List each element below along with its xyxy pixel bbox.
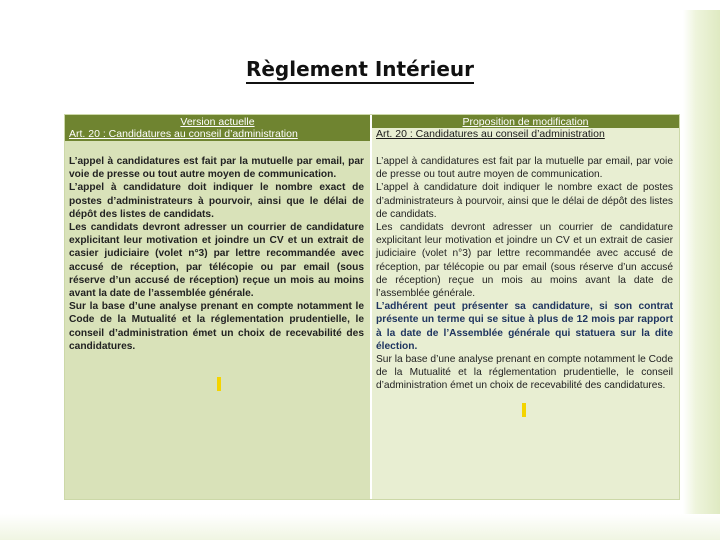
proposed-paragraph-2: L’appel à candidature doit indiquer le nombre exact de postes d’administrateurs à pourvoir, ainsi que le délai de dépôt des listes de candidats. <box>376 182 673 220</box>
article-title-current: Art. 20 : Candidatures au conseil d’administration <box>69 128 298 140</box>
current-paragraph-1: L’appel à candidatures est fait par la mutuelle par email, par voie de presse ou tout autre moyen de communication. <box>69 156 364 181</box>
header-current-version: Version actuelle <box>180 116 255 128</box>
column-proposed-modification <box>372 115 679 499</box>
proposed-paragraph-3: Les candidats devront adresser un courrier de candidature explicitant leur motivation et joindre un CV et un extrait de casier judiciaire (volet n°3) par lettre recommandée avec accusé de réception, par télécopie ou par email (sous réserve d’un accusé de réception) reçue un mois au moins avant la date de l’assemblée générale. <box>376 222 673 300</box>
yellow-marker-left <box>217 377 221 391</box>
yellow-marker-right <box>522 403 526 417</box>
proposed-paragraph-5: Sur la base d’une analyse prenant en compte notamment le Code de la Mutualité et la réglementation prudentielle, le conseil d’administration émet un choix de recevabilité des candidatures. <box>376 354 673 392</box>
column-current-version <box>65 115 371 499</box>
comparison-table <box>64 114 680 500</box>
article-title-proposed: Art. 20 : Candidatures au conseil d’administration <box>376 128 605 140</box>
decorative-frame-bottom <box>0 514 720 540</box>
column-header-proposed <box>372 115 679 141</box>
current-paragraph-4: Sur la base d’une analyse prenant en compte notamment le Code de la Mutualité et la réglementation prudentielle, le conseil d’administration émet un choix de recevabilité des candidatures. <box>69 301 364 352</box>
proposed-article-text <box>376 155 673 393</box>
header-proposed-modification: Proposition de modification <box>372 115 679 128</box>
proposed-paragraph-new-eligibility: L’adhérent peut présenter sa candidature, si son contrat présente un terme qui se situe à plus de 12 mois par rapport à la date de l’Assemblée générale qui statuera sur la dite élection. <box>376 301 673 352</box>
current-paragraph-3: Les candidats devront adresser un courrier de candidature explicitant leur motivation et joindre un CV et un extrait de casier judiciaire (volet n°3) par lettre recommandée avec accusé de réception, par télécopie ou par email (sous réserve d’un accusé de réception) reçue un mois au moins avant la date de l’assemblée générale. <box>69 222 364 300</box>
column-header-current <box>65 115 370 141</box>
page-title: Règlement Intérieur <box>0 56 720 82</box>
decorative-frame-right <box>683 10 720 540</box>
current-article-text <box>69 155 364 353</box>
proposed-paragraph-1: L’appel à candidatures est fait par la mutuelle par email, par voie de presse ou tout autre moyen de communication. <box>376 156 673 181</box>
current-paragraph-2: L’appel à candidature doit indiquer le nombre exact de postes d’administrateurs à pourvoir, ainsi que le délai de dépôt des listes de candidats. <box>69 182 364 220</box>
